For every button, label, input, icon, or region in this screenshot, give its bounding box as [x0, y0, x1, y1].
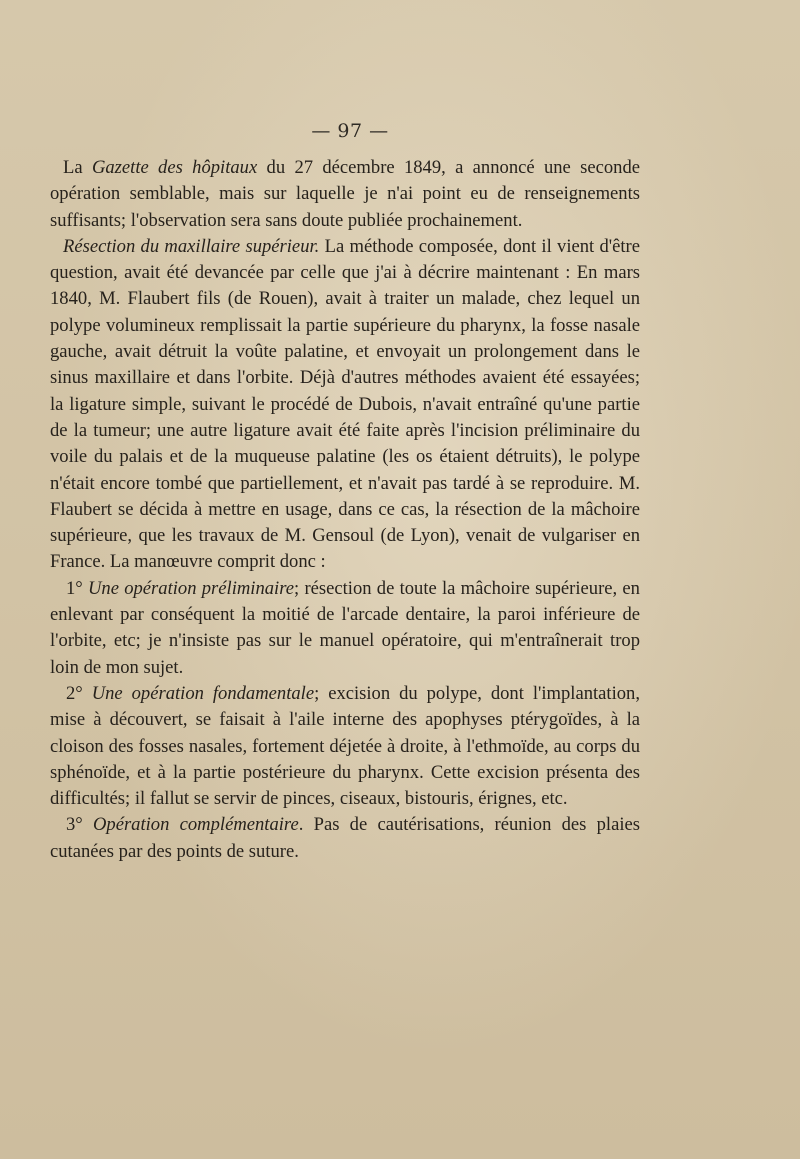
italic-text: Opération complémentaire — [92, 814, 299, 836]
text-run: 1° — [66, 577, 88, 599]
text-run: La méthode composée, dont il vient d'être question, avait été devancée par celle que j'ai à décrire maintenant : En mars 1840, M. Flaubert fils (de Rouen), avait à traiter un malade, chez lequel un polype volumineux remplissait la partie supérieure du pharynx, la fosse nasale gauche, avait détruit la voûte palatine, et envoyait un prolongement dans le sinus maxillaire et dans l'orbite. Déjà d'autres méthodes avaient été essayées; la ligature simple, suivant le procédé de Dubois, n'avait entraîné qu'une partie de la tumeur; une autre ligature avait été faite après l'incision préliminaire du voile du palais et de la muqueuse palatine (les os étaient détruits), le polype n'était encore tombé que partiellement, et n'avait pas tardé à se reproduire. M. Flaubert se décida à mettre en usage, dans ce cas, la résection de la mâchoire supérieure, que les travaux de M. Gensoul (de Lyon), venait de vulgariser en France. La manœuvre comprit donc : — [50, 235, 640, 573]
text-run: ; résection de toute la mâchoire supérieure, en enlevant par conséquent la moitié de l'arcade dentaire, la paroi inférieure de l'orbite, etc; je n'insiste pas sur le manuel opératoire, qui m'entraînerait trop loin de mon sujet. — [50, 577, 640, 678]
italic-text: Une opération préliminaire — [87, 577, 295, 599]
page-number: — 97 — — [311, 120, 389, 142]
text-run: . Pas de cautérisations, réunion des plaies cutanées par des points de suture. — [50, 814, 640, 862]
body-text — [50, 155, 640, 865]
text-run: du 27 décembre 1849, a annoncé une seconde opération semblable, mais sur laquelle je n'ai point eu de renseignements suffisants; l'observation sera sans doute publiée prochainement. — [50, 157, 640, 231]
paragraph — [50, 234, 640, 576]
text-run: 2° — [66, 682, 92, 704]
italic-text: Résection du maxillaire supérieur. — [63, 235, 320, 257]
list-item-paragraph — [50, 576, 640, 681]
text-run: La — [63, 157, 92, 178]
list-item-paragraph — [50, 812, 640, 865]
paragraph — [50, 155, 640, 234]
text-run: 3° — [66, 814, 93, 836]
italic-text: Gazette des hôpitaux — [91, 157, 258, 178]
text-run: ; excision du polype, dont l'implantation, mise à découvert, se faisait à l'aile interne des apophyses ptérygoïdes, à la cloison des fosses nasales, fortement déjetée à droite, à l'ethmoïde, au corps du sphénoïde, et à la partie postérieure du pharynx. Cette excision présenta des difficultés; il fallut se servir de pinces, ciseaux, bistouris, érignes, etc. — [50, 682, 640, 810]
italic-text: Une opération fondamentale — [91, 682, 315, 704]
list-item-paragraph — [50, 681, 640, 812]
